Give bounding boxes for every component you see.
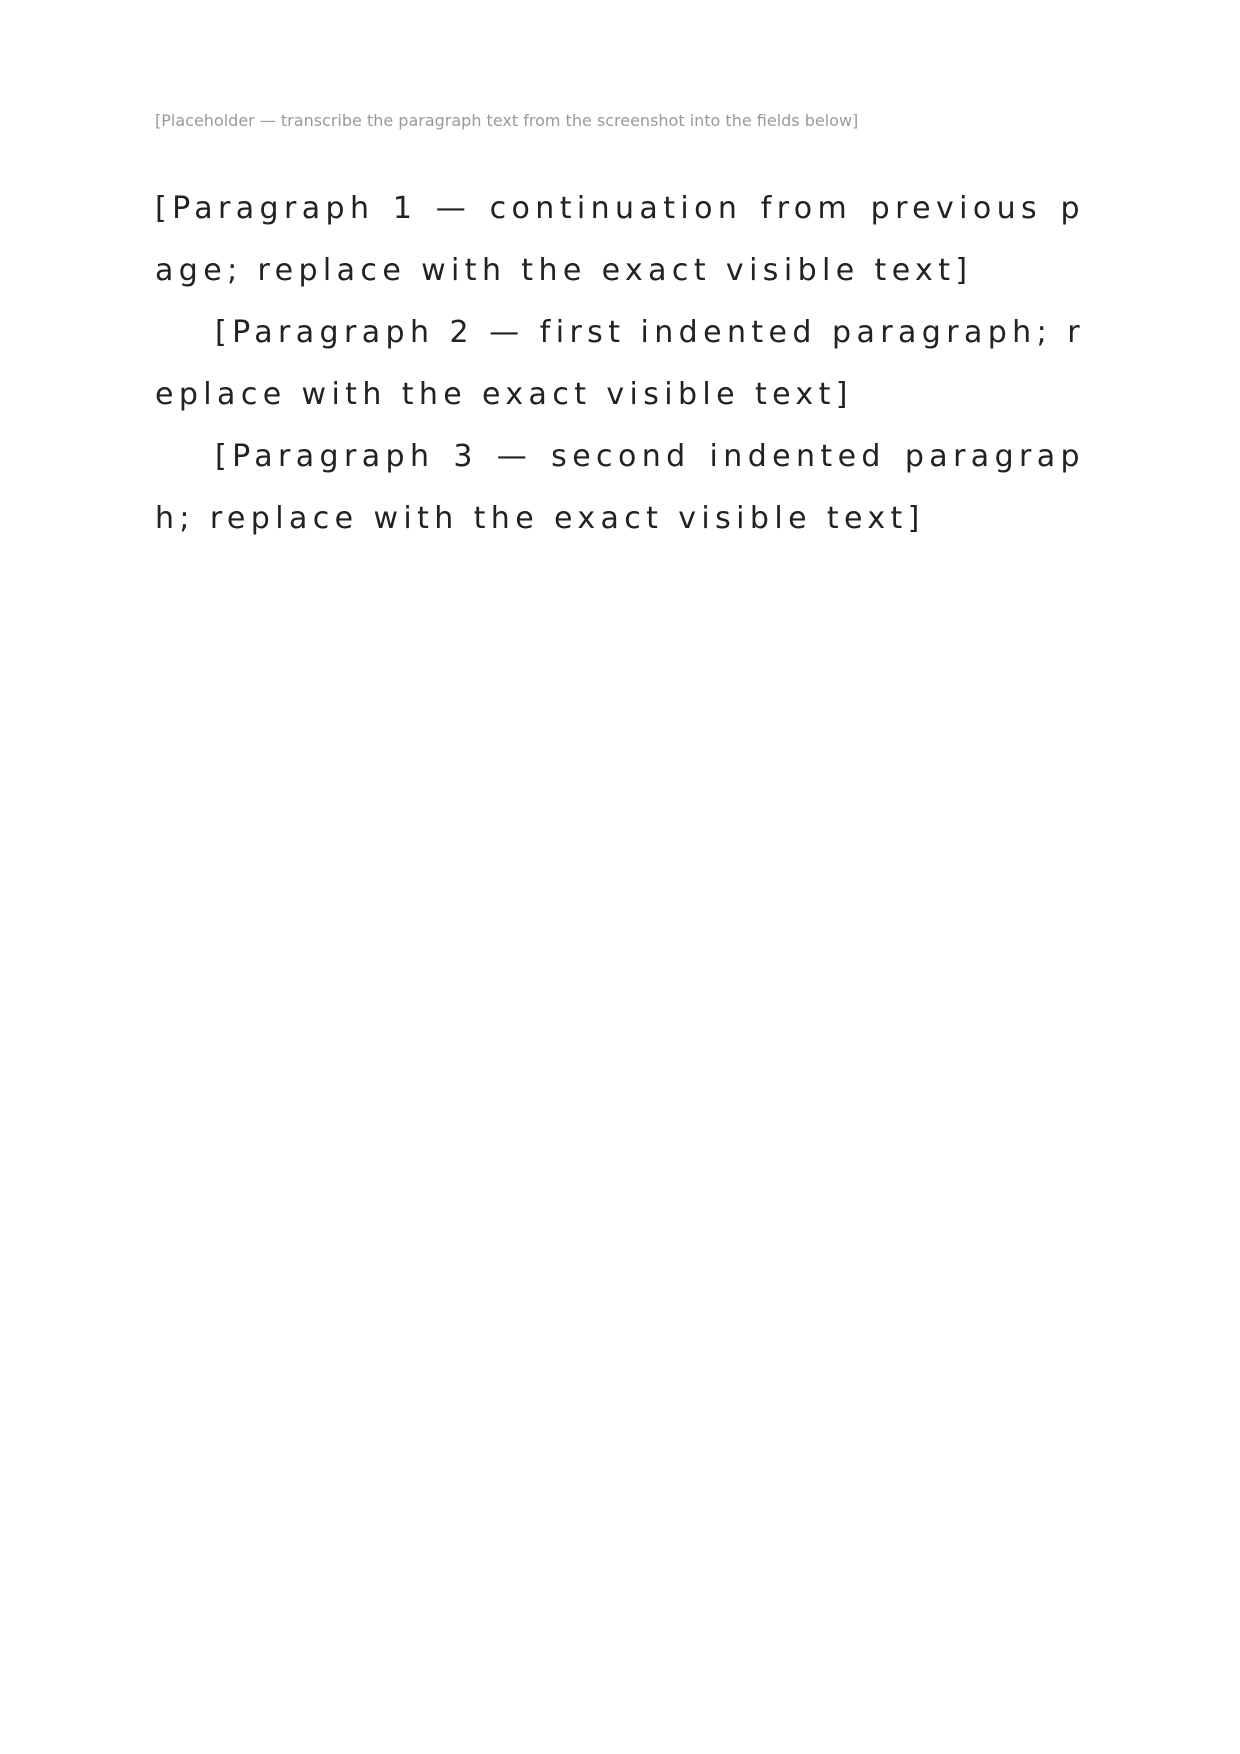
- document-body: [155, 178, 1085, 550]
- paragraph: [Paragraph 3 — second indented paragraph; replace with the exact visible text]: [155, 439, 1085, 536]
- paragraph: [Paragraph 2 — first indented paragraph; replace with the exact visible text]: [155, 315, 1085, 412]
- paragraph-continuation: [Paragraph 1 — continuation from previous page; replace with the exact visible text]: [155, 191, 1085, 288]
- placeholder-note: [Placeholder — transcribe the paragraph text from the screenshot into the fields below]: [155, 111, 859, 130]
